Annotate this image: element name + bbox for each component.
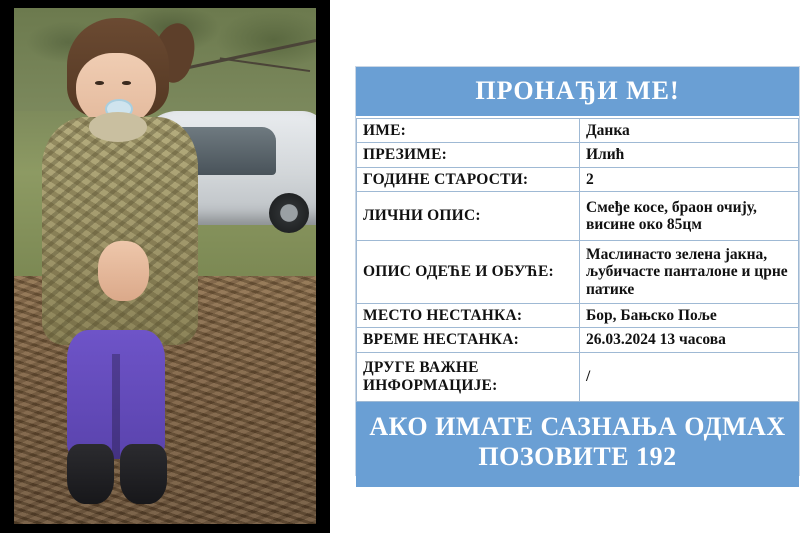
row-label-name: ИМЕ: — [357, 119, 580, 143]
olive-jacket — [42, 117, 198, 345]
row-label-clothing: ОПИС ОДЕЋЕ И ОБУЋЕ: — [357, 241, 580, 304]
footer-line-2: ПОЗОВИТЕ 192 — [478, 442, 677, 472]
table-row — [357, 143, 799, 167]
row-label-time: ВРЕМЕ НЕСТАНКА: — [357, 328, 580, 352]
boot-right — [120, 444, 167, 503]
child-figure — [38, 18, 219, 513]
row-label-description: ЛИЧНИ ОПИС: — [357, 192, 580, 241]
row-value-description: Смеђе косе, браон очију, висине око 85цм — [580, 192, 799, 241]
jacket-collar — [89, 112, 147, 142]
row-value-clothing: Маслинасто зелена јакна, љубичасте панталоне и црне патике — [580, 241, 799, 304]
eye-left — [95, 81, 104, 85]
eye-right — [122, 81, 131, 85]
missing-person-poster — [355, 66, 800, 476]
photo-panel — [0, 0, 330, 533]
footer-line-1: АКО ИМАТЕ САЗНАЊА ОДМАХ — [369, 411, 786, 441]
details-table-body — [357, 119, 799, 402]
missing-child-photo — [14, 8, 316, 524]
car-wheel-right — [269, 193, 309, 233]
row-value-surname: Илић — [580, 143, 799, 167]
poster-title: ПРОНАЂИ МЕ! — [356, 67, 799, 118]
row-label-place: МЕСТО НЕСТАНКА: — [357, 304, 580, 328]
row-value-time: 26.03.2024 13 часова — [580, 328, 799, 352]
row-value-other-info: / — [580, 352, 799, 401]
table-row — [357, 167, 799, 191]
table-row — [357, 192, 799, 241]
row-value-age: 2 — [580, 167, 799, 191]
row-value-place: Бор, Бањско Поље — [580, 304, 799, 328]
row-value-name: Данка — [580, 119, 799, 143]
table-row — [357, 241, 799, 304]
row-label-surname: ПРЕЗИМЕ: — [357, 143, 580, 167]
table-row — [357, 328, 799, 352]
table-row — [357, 352, 799, 401]
boot-left — [67, 444, 114, 503]
row-label-other-info: ДРУГЕ ВАЖНЕ ИНФОРМАЦИЈЕ: — [357, 352, 580, 401]
purple-pants — [67, 330, 165, 459]
table-row — [357, 304, 799, 328]
row-label-age: ГОДИНЕ СТАРОСТИ: — [357, 167, 580, 191]
hands — [98, 241, 149, 300]
table-row — [357, 119, 799, 143]
details-table — [356, 118, 799, 402]
poster-footer — [356, 402, 799, 487]
